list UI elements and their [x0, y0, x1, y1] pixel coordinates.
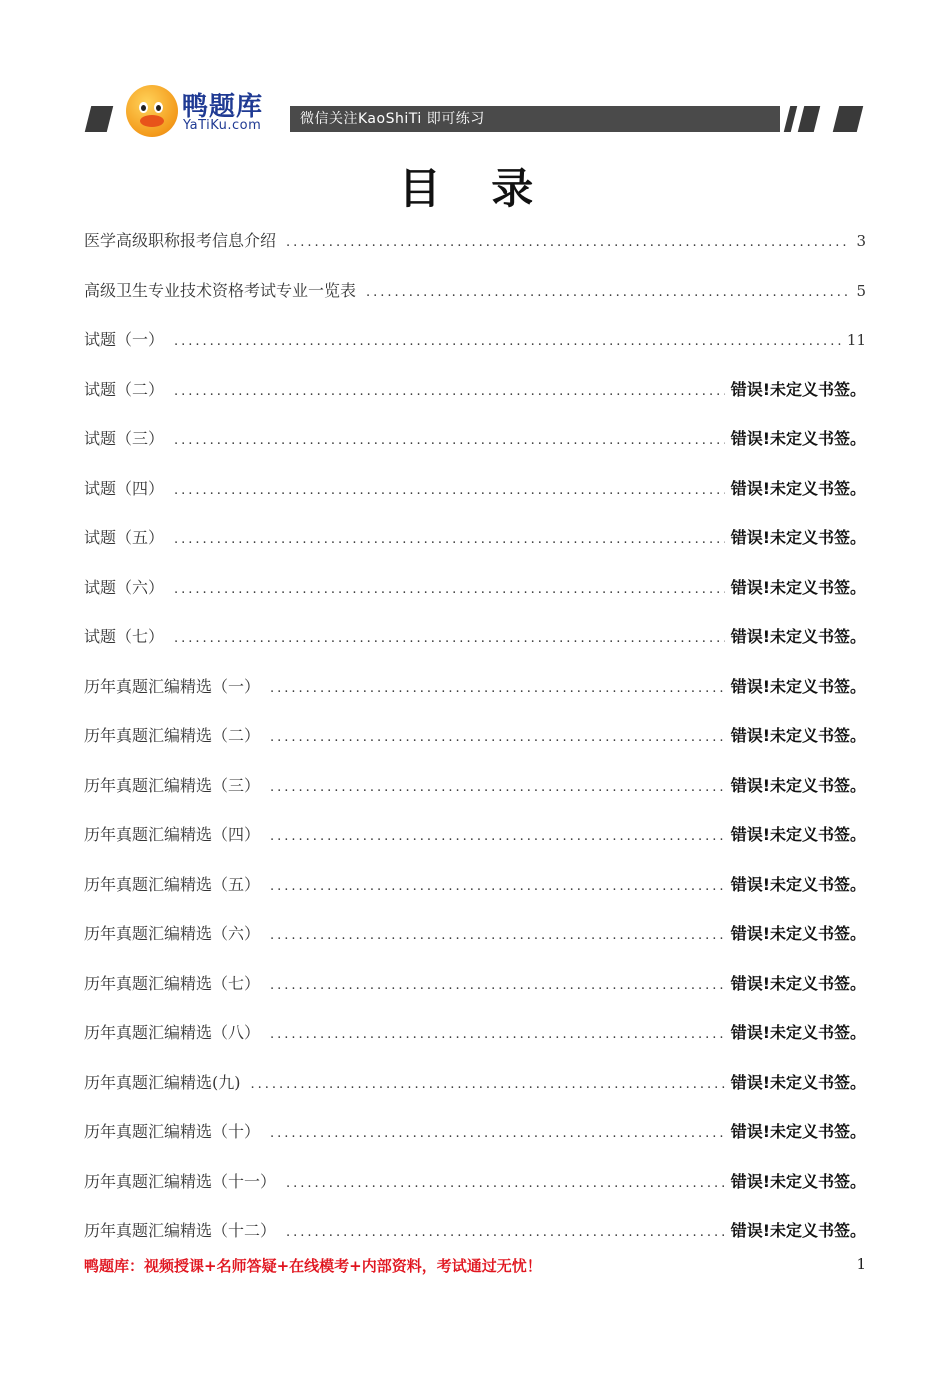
header-stripe-right-1	[784, 106, 797, 132]
toc-dot-leader	[270, 829, 725, 844]
toc-entry-label: 医学高级职称报考信息介绍	[84, 231, 277, 250]
toc-entry-label: 历年真题汇编精选(九)	[84, 1072, 241, 1092]
toc-entry[interactable]	[84, 1070, 866, 1120]
toc-dot-leader	[174, 483, 725, 498]
toc-dot-leader	[251, 1077, 725, 1092]
toc-entry[interactable]	[84, 327, 866, 377]
toc-entry[interactable]	[84, 1169, 866, 1219]
toc-entry[interactable]	[84, 624, 866, 674]
toc-entry-label: 试题（二）	[84, 379, 165, 399]
toc-entry-page: 11	[846, 331, 866, 349]
banner-text: 微信关注KaoShiTi 即可练习	[300, 111, 485, 127]
toc-dot-leader	[270, 730, 725, 745]
toc-entry-label: 历年真题汇编精选（一）	[84, 676, 261, 696]
toc-entry[interactable]	[84, 476, 866, 526]
toc-entry[interactable]	[84, 1020, 866, 1070]
toc-entry-page: 5	[856, 281, 866, 300]
toc-entry[interactable]	[84, 426, 866, 476]
toc-entry-page: 3	[856, 232, 866, 250]
toc-dot-leader	[174, 384, 725, 399]
toc-entry-label: 试题（五）	[84, 528, 165, 547]
toc-entry-page: 错误!未定义书签。	[730, 1122, 866, 1141]
toc-entry-label: 历年真题汇编精选（十一）	[84, 1171, 277, 1191]
toc-entry[interactable]	[84, 1119, 866, 1169]
toc-entry-page: 错误!未定义书签。	[730, 429, 866, 448]
toc-entry-label: 历年真题汇编精选（二）	[84, 726, 261, 745]
duck-logo-icon	[126, 85, 178, 137]
toc-entry-label: 历年真题汇编精选（三）	[84, 775, 261, 795]
toc-entry-page: 错误!未定义书签。	[730, 726, 866, 745]
header-stripe-right-3	[833, 106, 863, 132]
toc-entry[interactable]	[84, 228, 866, 278]
toc-dot-leader	[174, 631, 725, 646]
toc-entry[interactable]	[84, 278, 866, 328]
toc-entry[interactable]	[84, 575, 866, 625]
toc-entry-label: 高级卫生专业技术资格考试专业一览表	[84, 280, 357, 300]
toc-dot-leader	[270, 978, 725, 993]
toc-entry-page: 错误!未定义书签。	[730, 1072, 866, 1092]
toc-entry-label: 试题（六）	[84, 577, 165, 597]
toc-entry-label: 试题（四）	[84, 478, 165, 498]
toc-dot-leader	[286, 1176, 725, 1191]
toc-entry-page: 错误!未定义书签。	[730, 825, 866, 844]
toc-dot-leader	[286, 1225, 725, 1240]
toc-entry[interactable]	[84, 674, 866, 724]
toc-dot-leader	[270, 1126, 725, 1141]
toc-entry[interactable]	[84, 773, 866, 823]
toc-entry-label: 历年真题汇编精选（十二）	[84, 1221, 277, 1240]
toc-entry[interactable]	[84, 921, 866, 971]
toc-entry-label: 历年真题汇编精选（七）	[84, 973, 261, 993]
page-title: 目 录	[398, 164, 552, 213]
toc-entry-page: 错误!未定义书签。	[730, 478, 866, 498]
toc-entry-page: 错误!未定义书签。	[730, 528, 866, 547]
toc-entry-page: 错误!未定义书签。	[730, 627, 866, 646]
toc-entry-label: 历年真题汇编精选（八）	[84, 1023, 261, 1042]
logo-title: 鸭题库	[182, 92, 264, 122]
toc-dot-leader	[366, 285, 850, 300]
toc-dot-leader	[174, 334, 841, 349]
toc-entry[interactable]	[84, 971, 866, 1021]
header-stripe-right-2	[798, 106, 820, 132]
toc-entry-label: 试题（一）	[84, 330, 165, 349]
toc-dot-leader	[270, 879, 725, 894]
toc-entry-page: 错误!未定义书签。	[730, 924, 866, 943]
table-of-contents	[84, 228, 866, 1268]
header-stripe-left	[85, 106, 113, 132]
toc-dot-leader	[174, 532, 725, 547]
toc-entry-page: 错误!未定义书签。	[730, 1221, 866, 1240]
toc-entry-page: 错误!未定义书签。	[730, 379, 866, 399]
toc-entry-label: 试题（七）	[84, 627, 165, 646]
toc-entry[interactable]	[84, 723, 866, 773]
toc-dot-leader	[174, 433, 725, 448]
toc-entry[interactable]	[84, 525, 866, 575]
toc-entry-page: 错误!未定义书签。	[730, 577, 866, 597]
toc-entry-page: 错误!未定义书签。	[730, 973, 866, 993]
toc-entry-page: 错误!未定义书签。	[730, 676, 866, 696]
logo-subtitle: YaTiKu.com	[183, 118, 262, 133]
toc-entry-label: 历年真题汇编精选（十）	[84, 1122, 261, 1141]
toc-dot-leader	[270, 1027, 725, 1042]
toc-entry-page: 错误!未定义书签。	[730, 775, 866, 795]
footer-promo: 鸭题库：视频授课+名师答疑+在线模考+内部资料，考试通过无忧！	[84, 1257, 542, 1275]
toc-entry[interactable]	[84, 377, 866, 427]
toc-entry-label: 历年真题汇编精选（五）	[84, 874, 261, 894]
page-number: 1	[856, 1255, 866, 1273]
toc-entry[interactable]	[84, 822, 866, 872]
toc-dot-leader	[270, 780, 725, 795]
page-header	[0, 0, 950, 150]
toc-dot-leader	[286, 235, 850, 250]
toc-dot-leader	[270, 928, 725, 943]
toc-entry-label: 历年真题汇编精选（四）	[84, 825, 261, 844]
toc-entry[interactable]	[84, 872, 866, 922]
toc-entry-label: 试题（三）	[84, 429, 165, 448]
toc-entry-page: 错误!未定义书签。	[730, 1023, 866, 1042]
toc-entry-page: 错误!未定义书签。	[730, 874, 866, 894]
toc-dot-leader	[270, 681, 725, 696]
toc-entry-page: 错误!未定义书签。	[730, 1171, 866, 1191]
toc-dot-leader	[174, 582, 725, 597]
toc-entry-label: 历年真题汇编精选（六）	[84, 924, 261, 943]
